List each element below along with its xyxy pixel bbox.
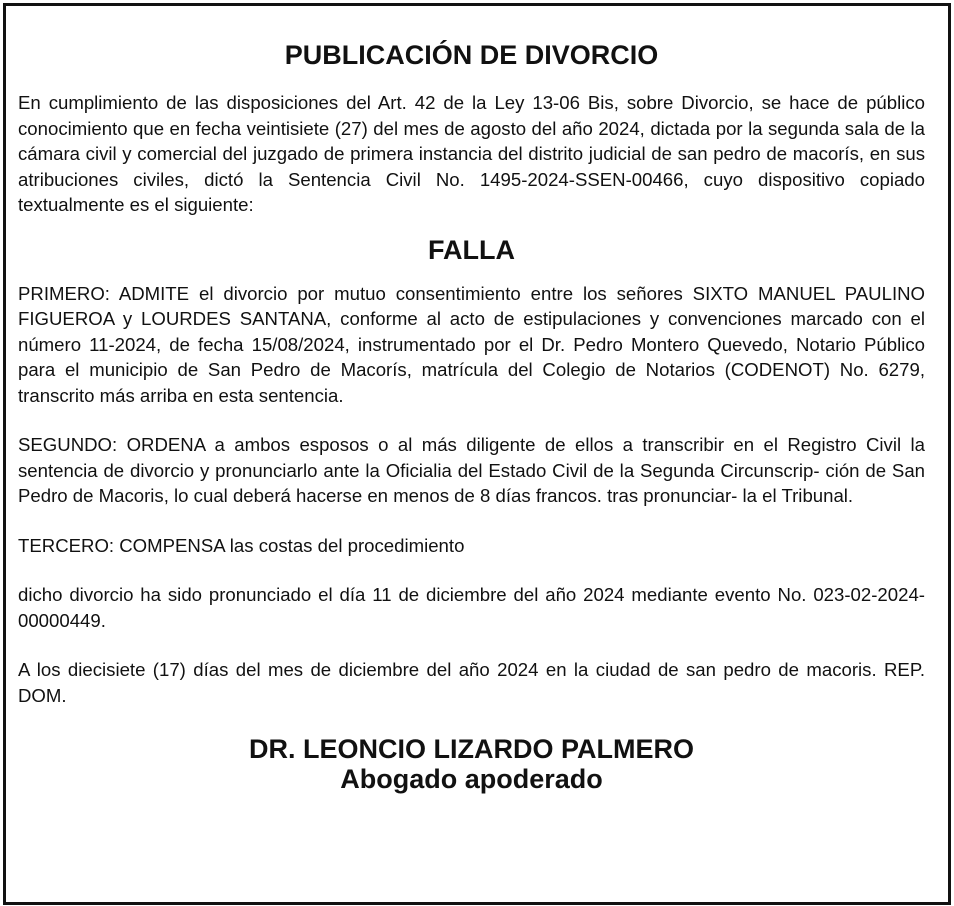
- intro-paragraph: En cumplimiento de las disposiciones del Art. 42 de la Ley 13-06 Bis, sobre Divorcio, se hace de público conocimiento que en fecha veintisiete (27) del mes de agosto del año 2024, dictada por la segunda sala de la cámara civil y comercial del juzgado de primera instancia del distrito judicial de san pedro de macorís, en sus atribuciones civiles, dictó la Sentencia Civil No. 1495-2024-SSEN-00466, cuyo dispositivo copiado textualmente es el siguiente:: [18, 92, 925, 215]
- paragraph-gap: [18, 509, 925, 533]
- paragraph-gap: [18, 558, 925, 582]
- tercero-paragraph: TERCERO: COMPENSA las costas del procedimiento: [18, 534, 465, 556]
- paragraph-gap: [18, 408, 925, 432]
- signature-name: DR. LEONCIO LIZARDO PALMERO: [249, 734, 694, 764]
- notice-body: [18, 38, 925, 794]
- signature-block: [18, 734, 925, 794]
- notice-title: PUBLICACIÓN DE DIVORCIO: [284, 40, 659, 70]
- primero-paragraph: PRIMERO: ADMITE el divorcio por mutuo consentimiento entre los señores SIXTO MANUEL PAULINO FIGUEROA y LOURDES SANTANA, conforme al acto de estipulaciones y convenciones marcado con el número 11-2024, de fecha 15/08/2024, instrumentado por el Dr. Pedro Montero Quevedo, Notario Público para el municipio de San Pedro de Macorís, matrícula del Colegio de Notarios (CODENOT) No. 6279, transcrito más arriba en esta sentencia.: [18, 282, 925, 406]
- signature-role: Abogado apoderado: [340, 764, 603, 794]
- pronunciamiento-paragraph: dicho divorcio ha sido pronunciado el día 11 de diciembre del año 2024 mediante evento No. 023-02-2024-00000449.: [18, 584, 925, 631]
- fecha-lugar-paragraph: A los diecisiete (17) días del mes de diciembre del año 2024 en la ciudad de san pedro de macoris. REP. DOM.: [18, 659, 925, 706]
- paragraph-gap: [18, 633, 925, 657]
- falla-heading: FALLA: [428, 234, 515, 265]
- segundo-paragraph: SEGUNDO: ORDENA a ambos esposos o al más diligente de ellos a transcribir en el Registro Civil la sentencia de divorcio y pronunciarlo ante la Oficialia del Estado Civil de la Segunda Circunscrip- ción de San Pedro de Macoris, lo cual deberá hacerse en menos de 8 días francos. tras pronunciar- la el Tribunal.: [18, 434, 925, 506]
